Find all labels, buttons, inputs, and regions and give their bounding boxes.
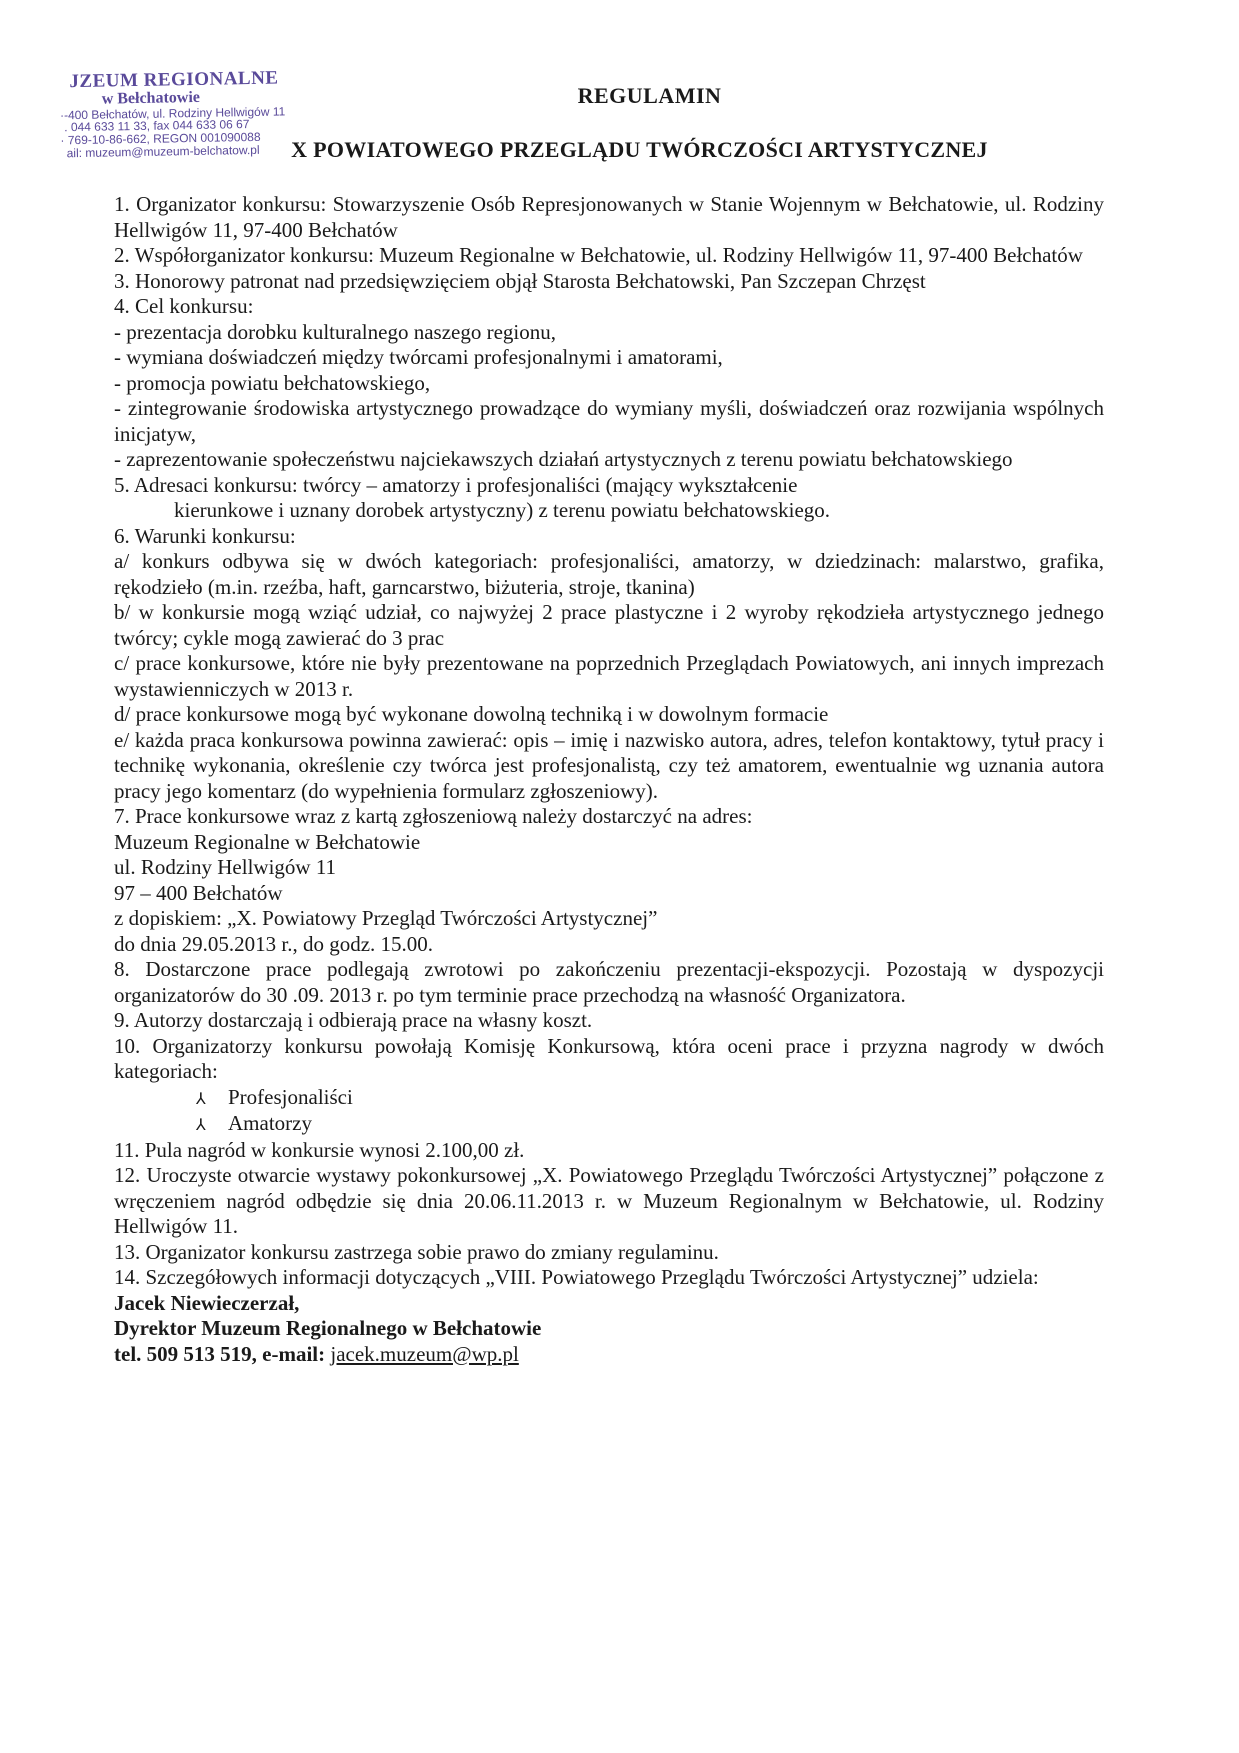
stamp-line: ail: muzeum@muzeum-belchatow.pl [66, 142, 260, 160]
paragraph: 3. Honorowy patronat nad przedsięwzięciem objął Starosta Bełchatowski, Pan Szczepan Chrzęst [114, 268, 926, 293]
contact-email-link[interactable]: jacek.muzeum@wp.pl [330, 1341, 519, 1366]
document-subtitle: X POWIATOWEGO PRZEGLĄDU TWÓRCZOŚCI ARTYSTYCZNEJ [291, 137, 988, 162]
list-item: - prezentacja dorobku kulturalnego naszego regionu, [114, 319, 556, 344]
address-line: ul. Rodziny Hellwigów 11 [114, 855, 337, 879]
paragraph: 5. Adresaci konkursu: twórcy – amatorzy i profesjonaliści (mający wykształcenie [114, 472, 798, 497]
category-item [114, 1111, 1104, 1138]
paragraph: 13. Organizator konkursu zastrzega sobie prawo do zmiany regulaminu. [114, 1239, 719, 1264]
paragraph: 14. Szczegółowych informacji dotyczących „VIII. Powiatowego Przeglądu Twórczości Artystycznej” udziela: [114, 1265, 1039, 1289]
list-item: - promocja powiatu bełchatowskiego, [114, 370, 431, 395]
category-label: Profesjonaliści [228, 1084, 353, 1109]
list-item: - zaprezentowanie społeczeństwu najciekawszych działań artystycznych z terenu powiatu bełchatowskiego [114, 447, 1013, 471]
stamp-line: w Bełchatowie [101, 88, 201, 108]
contact-name: Jacek Niewieczerzał, [114, 1290, 300, 1315]
paragraph: 2. Współorganizator konkursu: Muzeum Regionalne w Bełchatowie, ul. Rodziny Hellwigów 11, 97-400 Bełchatów [114, 243, 1083, 267]
regulations-body [114, 192, 1104, 1367]
paragraph-continuation: kierunkowe i uznany dorobek artystyczny) z terenu powiatu bełchatowskiego. [174, 498, 831, 522]
stamp-line: · 769-10-86-662, REGON 001090088 [60, 129, 261, 148]
address-line: Muzeum Regionalne w Bełchatowie [114, 829, 421, 854]
category-item [114, 1085, 1104, 1112]
stamp-line: ·-400 Bełchatów, ul. Rodziny Hellwigów 11 [59, 104, 286, 123]
list-item: - zintegrowanie środowiska artystycznego prowadzące do wymiany myśli, doświadczeń oraz rozwijania wspólnych inicjatyw, [114, 396, 1104, 446]
document-title: REGULAMIN [577, 83, 722, 108]
stamp-line: . 044 633 11 33, fax 044 633 06 67 [64, 117, 250, 135]
triangle-bullet-icon: ⅄ [196, 1088, 206, 1108]
paragraph: c/ prace konkursowe, które nie były prezentowane na poprzednich Przeglądach Powiatowych, ani innych imprezach wystawienniczych w 2013 r. [114, 651, 1104, 701]
paragraph: a/ konkurs odbywa się w dwóch kategoriach: profesjonaliści, amatorzy, w dziedzinach: malarstwo, grafika, rękodzieło (m.in. rzeźba, haft, garncarstwo, biżuteria, stroje, tkanina) [114, 549, 1104, 599]
paragraph: 12. Uroczyste otwarcie wystawy pokonkursowej „X. Powiatowego Przeglądu Twórczości Artystycznej” połączone z wręczeniem nagród odbędzie się dnia 20.06.11.2013 r. w Muzeum Regionalnym w Bełchatowie, ul. Rodziny Hellwigów 11. [114, 1163, 1104, 1238]
paragraph: 1. Organizator konkursu: Stowarzyszenie Osób Represjonowanych w Stanie Wojennym w Bełchatowie, ul. Rodziny Hellwigów 11, 97-400 Bełchatów [114, 192, 1104, 242]
contact-phone: tel. 509 513 519, e-mail: [114, 1341, 326, 1366]
paragraph: d/ prace konkursowe mogą być wykonane dowolną techniką i w dowolnym formacie [114, 702, 829, 726]
contact-line [114, 1342, 1104, 1368]
stamp-line: ЈZEUM REGIONALNE [69, 67, 279, 93]
paragraph: e/ każda praca konkursowa powinna zawierać: opis – imię i nazwisko autora, adres, telefon kontaktowy, tytuł pracy i technikę wykonania, określenie czy twórca jest profesjonalistą, czy też amatorem, ewentualnie wg uznania autora pracy jego komentarz (do wypełnienia formularz zgłoszeniowy). [114, 727, 1104, 803]
paragraph: 6. Warunki konkursu: [114, 523, 296, 548]
paragraph: 9. Autorzy dostarczają i odbierają prace na własny koszt. [114, 1008, 593, 1032]
paragraph: 11. Pula nagród w konkursie wynosi 2.100,00 zł. [114, 1137, 525, 1162]
paragraph: 10. Organizatorzy konkursu powołają Komisję Konkursową, która oceni prace i przyzna nagrody w dwóch kategoriach: [114, 1033, 1104, 1083]
paragraph: b/ w konkursie mogą wziąć udział, co najwyżej 2 prace plastyczne i 2 wyroby rękodzieła artystycznego jednego twórcy; cykle mogą zawierać do 3 prac [114, 600, 1104, 650]
address-line: 97 – 400 Bełchatów [114, 880, 283, 905]
address-line: do dnia 29.05.2013 r., do godz. 15.00. [114, 931, 434, 956]
paragraph: 7. Prace konkursowe wraz z kartą zgłoszeniową należy dostarczyć na adres: [114, 804, 753, 828]
address-line: z dopiskiem: „X. Powiatowy Przegląd Twórczości Artystycznej” [114, 906, 658, 930]
contact-position: Dyrektor Muzeum Regionalnego w Bełchatowie [114, 1316, 542, 1340]
paragraph: 8. Dostarczone prace podlegają zwrotowi po zakończeniu prezentacji-ekspozycji. Pozostają w dyspozycji organizatorów do 30 .09. 2013 r. po tym terminie prace przechodzą na własność Organizatora. [114, 957, 1104, 1007]
list-item: - wymiana doświadczeń między twórcami profesjonalnymi i amatorami, [114, 345, 723, 369]
triangle-bullet-icon: ⅄ [196, 1115, 206, 1134]
category-label: Amatorzy [228, 1111, 312, 1135]
paragraph: 4. Cel konkursu: [114, 294, 254, 318]
